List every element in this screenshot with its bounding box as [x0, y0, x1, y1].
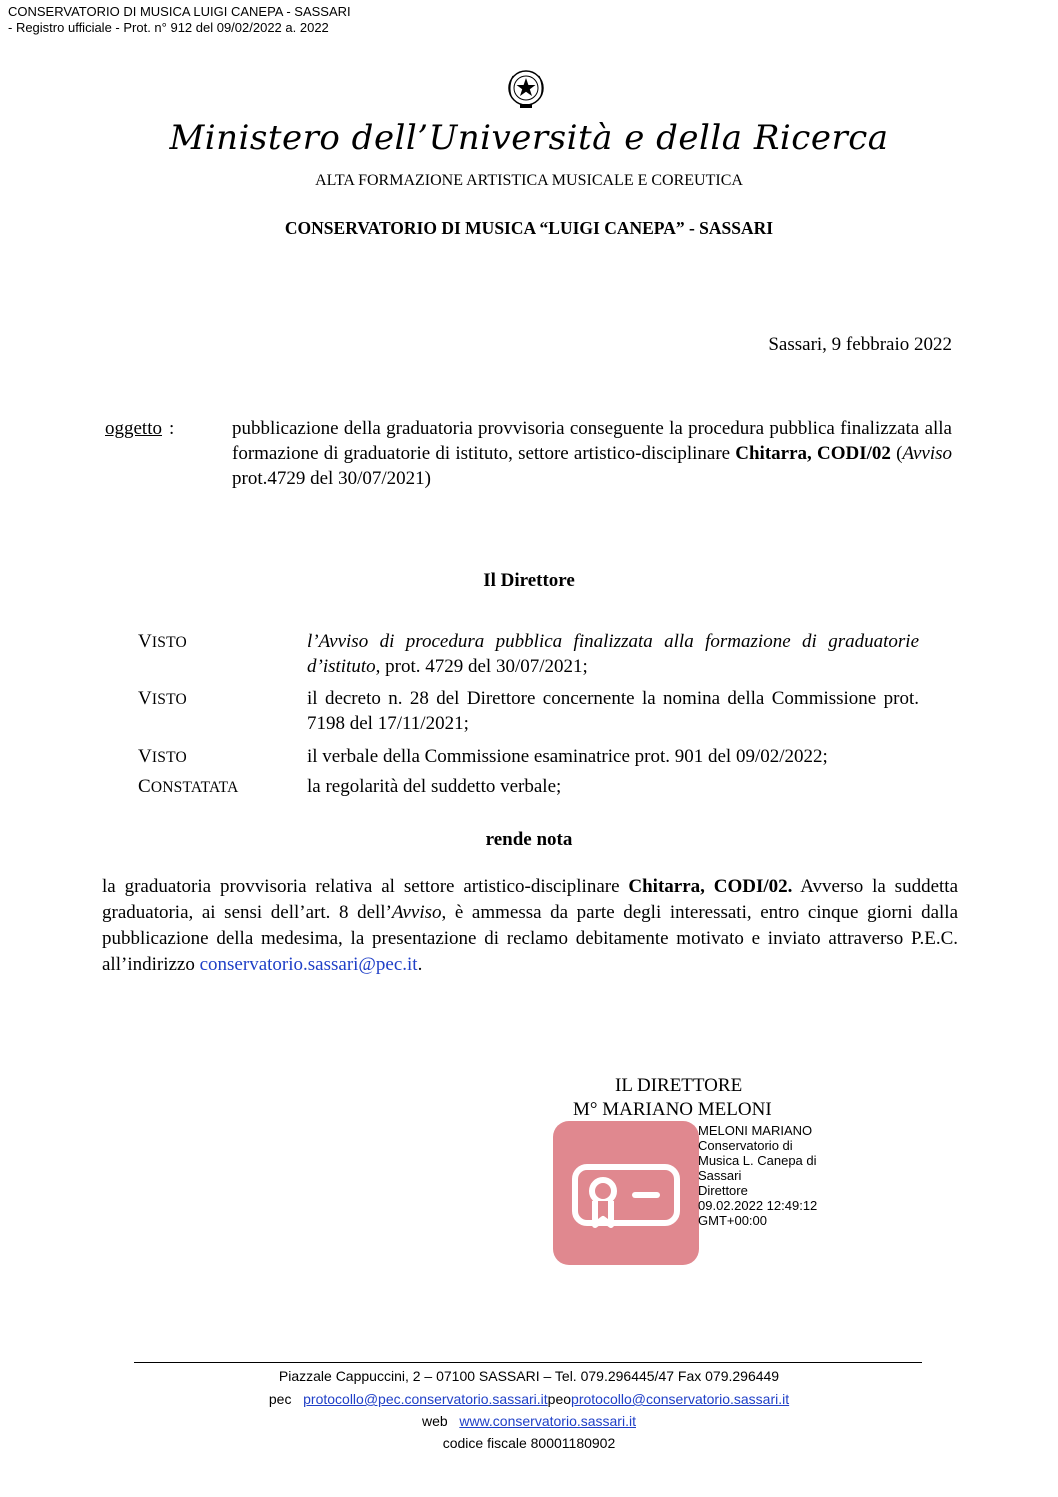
cert-line: Musica L. Canepa di — [698, 1153, 817, 1168]
pec-label: pec — [268, 1391, 292, 1407]
certificate-icon — [553, 1121, 699, 1265]
cert-line: Conservatorio di — [698, 1138, 793, 1153]
consideration-label: VISTO — [138, 688, 187, 709]
consideration-text: la regolarità del suddetto verbale; — [307, 776, 562, 797]
consideration-label: VISTO — [138, 746, 187, 767]
document-date: Sassari, 9 febbraio 2022 — [768, 334, 952, 355]
signature-certificate-details — [698, 1123, 817, 1228]
italian-republic-emblem-icon — [505, 66, 547, 110]
afam-subtitle: ALTA FORMAZIONE ARTISTICA MUSICALE E COREUTICA — [315, 172, 743, 189]
cert-line: Sassari — [698, 1168, 742, 1183]
cert-line: GMT+00:00 — [698, 1213, 768, 1228]
footer-email-line — [0, 1391, 1058, 1407]
cert-line: MELONI MARIANO — [698, 1123, 813, 1138]
pec-link[interactable]: protocollo@pec.conservatorio.sassari.it — [303, 1391, 548, 1407]
stamp-line-1: CONSERVATORIO DI MUSICA LUIGI CANEPA - SASSARI — [8, 4, 351, 19]
web-label: web — [422, 1413, 448, 1429]
cert-line: 09.02.2022 12:49:12 — [698, 1198, 818, 1213]
conservatorio-name: CONSERVATORIO DI MUSICA “LUIGI CANEPA” - SASSARI — [284, 218, 774, 238]
oggetto-colon: : — [169, 418, 175, 439]
pec-email-link[interactable]: conservatorio.sassari@pec.it — [199, 954, 418, 975]
consideration-text: l’Avviso di procedura pubblica finalizzata alla formazione di graduatorie d’istituto, prot. 4729 del 30/07/2021; — [307, 631, 919, 677]
consideration-text: il decreto n. 28 del Direttore concernente la nomina della Commissione prot. 7198 del 17/11/2021; — [307, 688, 919, 734]
ministry-name: Ministero dell’Università e della Ricerca — [169, 118, 889, 158]
registry-stamp — [8, 4, 351, 36]
signature-title: IL DIRETTORE — [615, 1075, 743, 1096]
stamp-line-2: - Registro ufficiale - Prot. n° 912 del 09/02/2022 a. 2022 — [8, 20, 329, 35]
footer-web-line — [0, 1413, 1058, 1429]
footer-fiscal-code: codice fiscale 80001180902 — [442, 1435, 616, 1451]
consideration-label: VISTO — [138, 631, 187, 652]
peo-link[interactable]: protocollo@conservatorio.sassari.it — [571, 1391, 790, 1407]
consideration-text: il verbale della Commissione esaminatrice prot. 901 del 09/02/2022; — [307, 746, 828, 767]
footer-address: Piazzale Cappuccini, 2 – 07100 SASSARI – Tel. 079.296445/47 Fax 079.296449 — [278, 1368, 780, 1384]
consideration-label: CONSTATATA — [138, 776, 239, 797]
body-paragraph: la graduatoria provvisoria relativa al settore artistico-disciplinare Chitarra, CODI/02. Avverso la suddetta graduatoria, ai sensi dell’art. 8 dell’Avviso, è ammessa da parte degli interessati, entro cinque giorni dalla pubblicazione della medesima, la presentazione di reclamo debitamente motivato e inviato attraverso P.E.C. all’indirizzo conservatorio.sassari@pec.it. — [102, 876, 959, 975]
director-heading: Il Direttore — [483, 570, 575, 591]
footer-divider — [134, 1362, 922, 1363]
signature-name: M° MARIANO MELONI — [573, 1099, 772, 1120]
digital-signature-badge — [553, 1121, 699, 1265]
website-link[interactable]: www.conservatorio.sassari.it — [459, 1413, 636, 1429]
peo-label: peo — [547, 1391, 572, 1407]
cert-line: Direttore — [698, 1183, 748, 1198]
rende-nota-heading: rende nota — [485, 829, 573, 850]
oggetto-label: oggetto — [105, 418, 162, 439]
oggetto-text: pubblicazione della graduatoria provvisoria conseguente la procedura pubblica finalizzata alla formazione di graduatorie di istituto, settore artistico-disciplinare Chitarra, CODI/02 (Avviso prot.4729 del 30/07/2021) — [232, 418, 953, 489]
